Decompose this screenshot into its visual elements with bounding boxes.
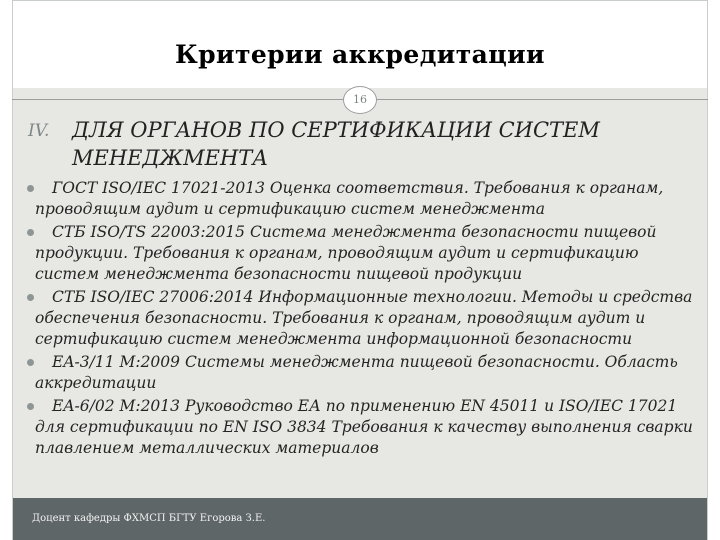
list-item-text: EA-6/02 M:2013 Руководство ЕА по применению EN 45011 и ISO/IEC 17021 для сертификации по EN ISO 3834 Требования к качеству выполнения сварки плавлением металлических материалов bbox=[35, 397, 693, 457]
list-item-text: СТБ ISO/TS 22003:2015 Система менеджмента безопасности пищевой продукции. Требования к органам, проводящим аудит и сертификацию систем менеджмента безопасности пищевой продукции bbox=[35, 223, 657, 283]
slide-title: Критерии аккредитации bbox=[175, 40, 545, 69]
footer-author: Доцент кафедры ФХМСП БГТУ Егорова З.Е. bbox=[32, 513, 266, 524]
list-item-text: СТБ ISO/IEC 27006:2014 Информационные технологии. Методы и средства обеспечения безопасности. Требования к органам, проводящим аудит и сертификацию систем менеджмента информационной безопасности bbox=[35, 288, 693, 348]
criteria-list bbox=[27, 178, 693, 461]
list-item-text: EA-3/11 M:2009 Системы менеджмента пищевой безопасности. Область аккредитации bbox=[35, 353, 678, 392]
list-item bbox=[27, 287, 693, 350]
section-number: IV. bbox=[28, 121, 50, 141]
page-number-badge: 16 bbox=[343, 86, 377, 114]
bullet-dot-icon bbox=[27, 294, 34, 301]
top-frame-line bbox=[12, 0, 708, 1]
section-title: ДЛЯ ОРГАНОВ ПО СЕРТИФИКАЦИИ СИСТЕМ МЕНЕДЖМЕНТА bbox=[72, 118, 600, 170]
bullet-dot-icon bbox=[27, 229, 34, 236]
list-item bbox=[27, 352, 693, 394]
list-item bbox=[27, 396, 693, 459]
list-item-text: ГОСТ ISO/IEC 17021-2013 Оценка соответствия. Требования к органам, проводящим аудит и сертификацию систем менеджмента bbox=[35, 179, 664, 218]
bullet-dot-icon bbox=[27, 359, 34, 366]
left-frame-line bbox=[12, 0, 13, 540]
right-frame-line bbox=[707, 0, 708, 540]
bullet-dot-icon bbox=[27, 185, 34, 192]
list-item bbox=[27, 222, 693, 285]
list-item bbox=[27, 178, 693, 220]
bullet-dot-icon bbox=[27, 403, 34, 410]
